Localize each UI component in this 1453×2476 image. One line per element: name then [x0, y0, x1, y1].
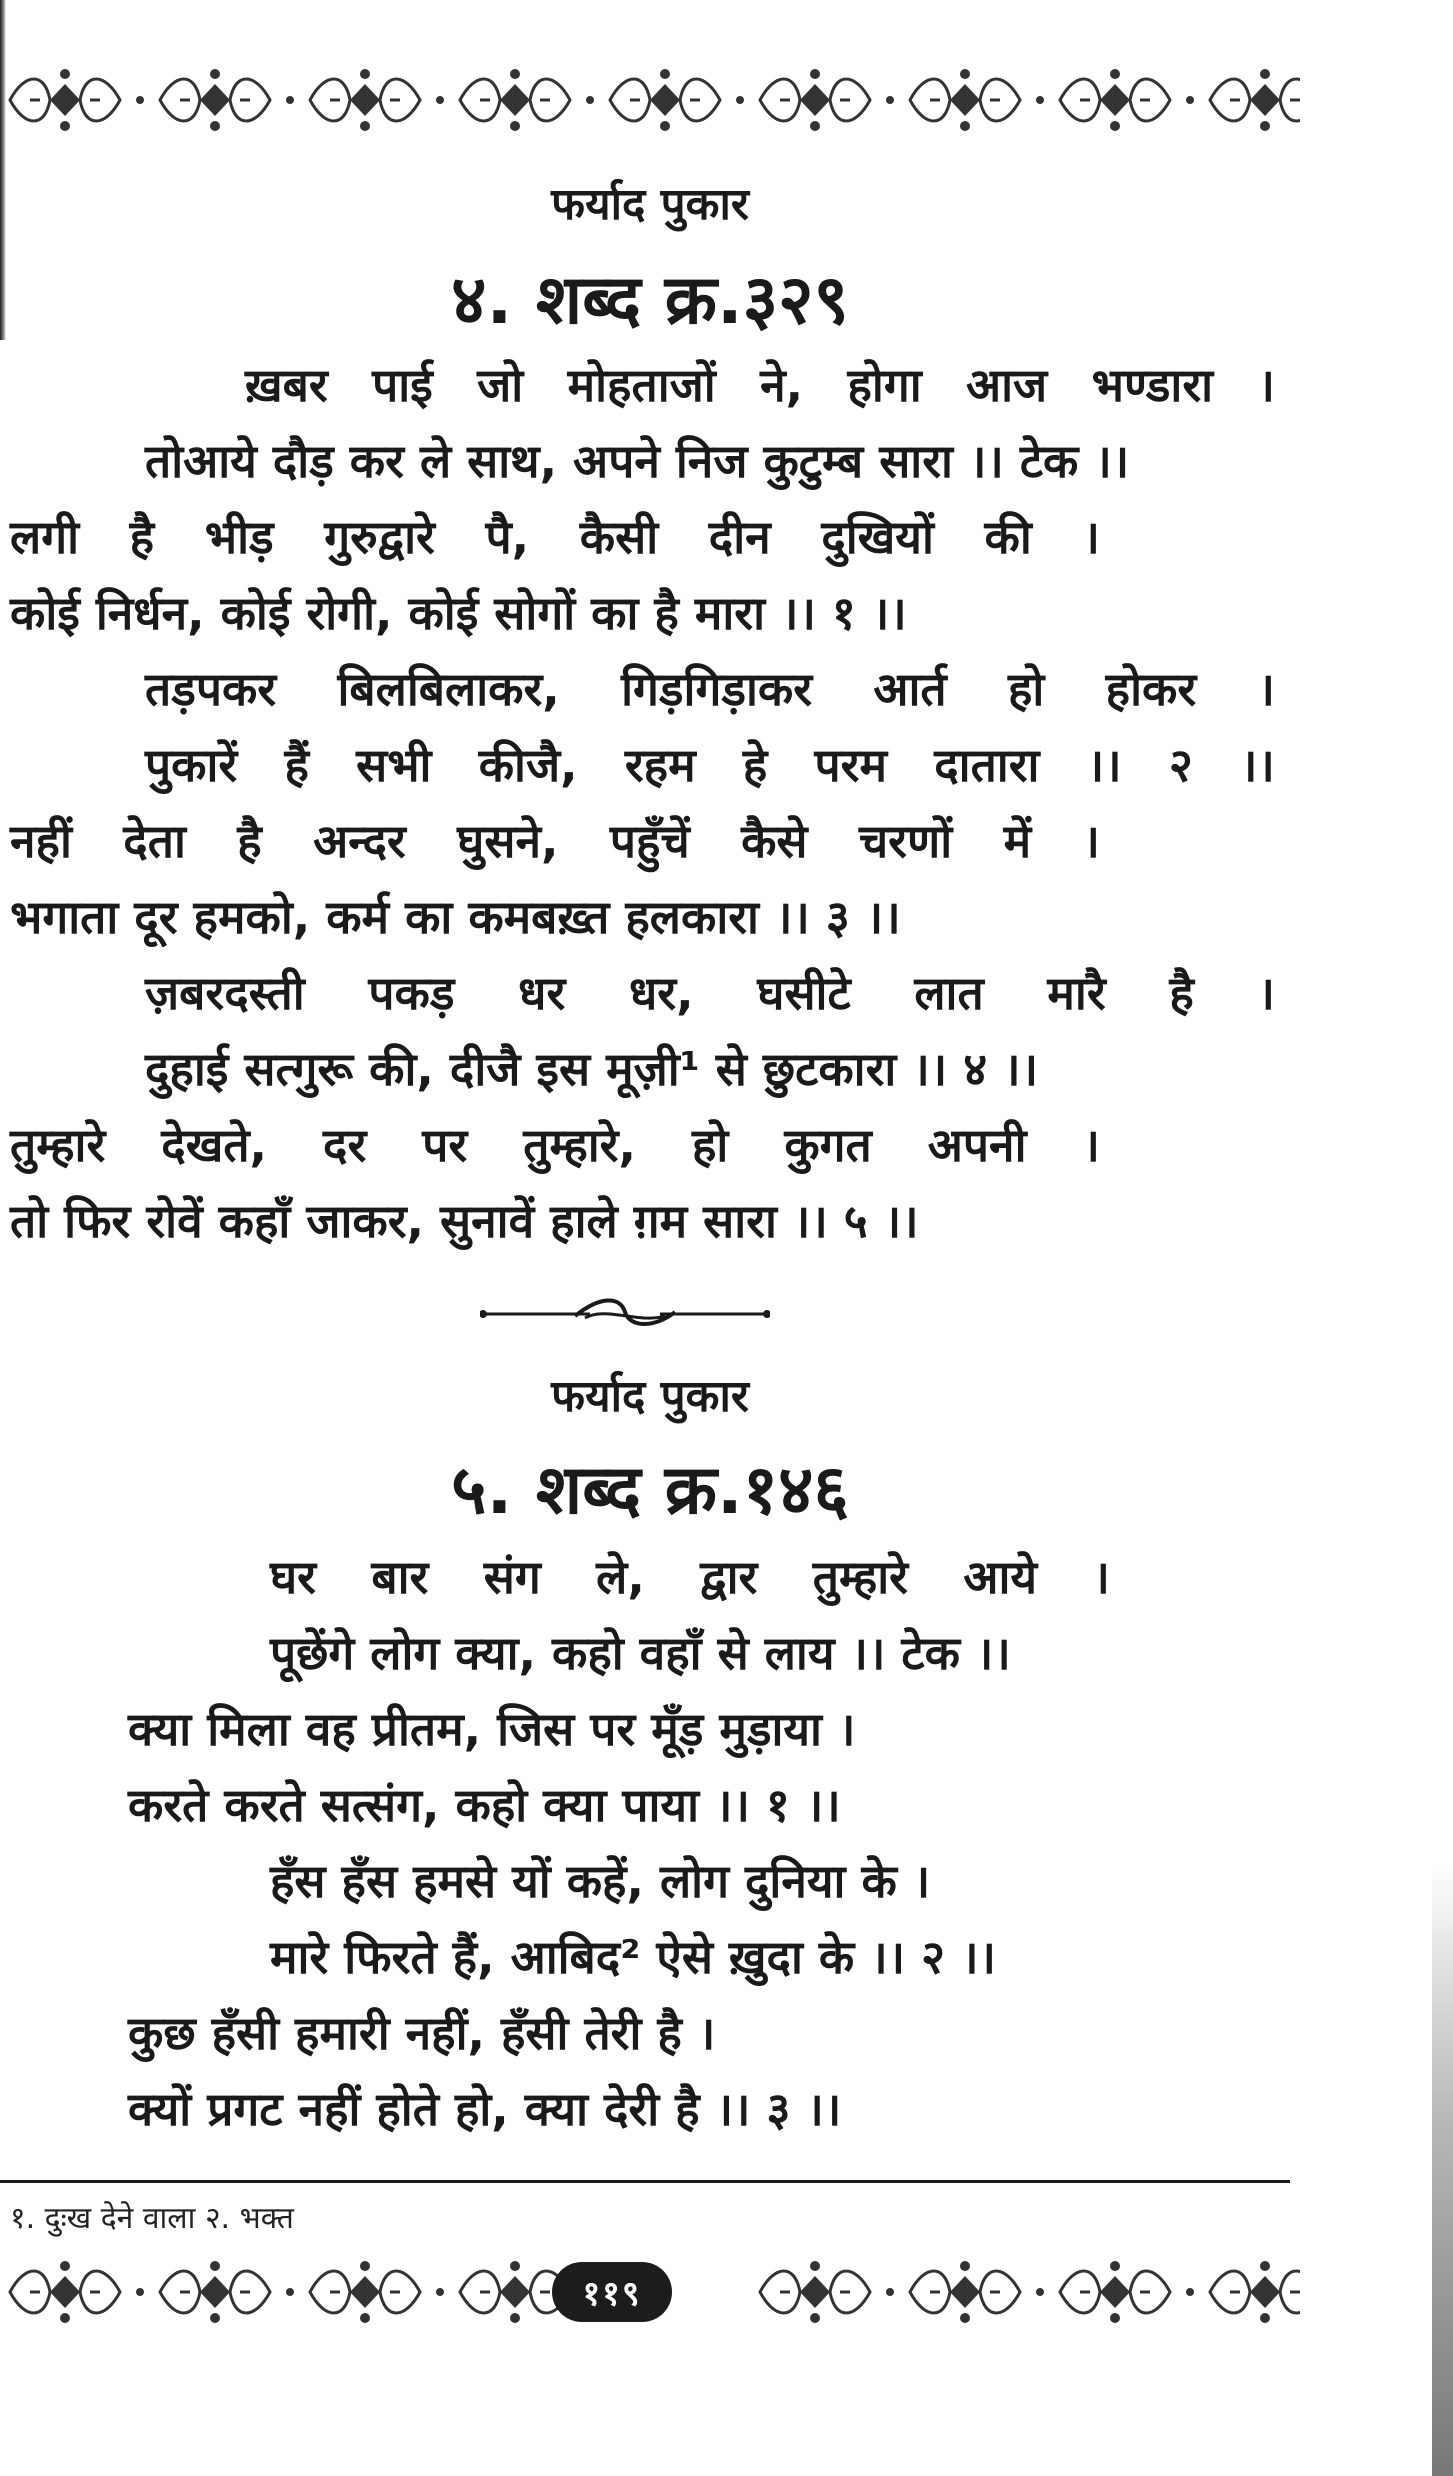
verse-word: कीजै, — [478, 738, 578, 792]
verse-word: करते करते सत्संग, कहो क्या पाया ।। १ ।। — [128, 1778, 841, 1832]
verse-line — [10, 504, 1100, 570]
verse-word: होगा — [847, 358, 922, 412]
verse-line — [10, 1188, 919, 1254]
verse-word: बिलबिलाकर, — [337, 662, 560, 716]
verse-line — [145, 1036, 1038, 1102]
verse-word: संग — [483, 1550, 541, 1604]
verse-word: ।। — [1239, 738, 1275, 792]
verse-word: हैं — [284, 738, 309, 792]
verse-line — [128, 2076, 841, 2142]
section-divider-ornament — [480, 1294, 770, 1334]
verse-word: तुम्हारे — [10, 1118, 106, 1172]
verse-word: आये — [963, 1550, 1038, 1604]
verse-word: मोहताजों — [567, 358, 716, 412]
verse-line — [245, 352, 1275, 418]
verse-line — [145, 428, 1129, 494]
verse-word: कोई निर्धन, कोई रोगी, कोई सोगों का है मारा ।। १ ।। — [10, 586, 907, 640]
verse-word: है — [1169, 966, 1194, 1020]
verse-word: हो — [1007, 662, 1045, 716]
verse-word: क्या मिला वह प्रीतम, जिस पर मूँड़ मुड़ाया । — [128, 1702, 856, 1756]
verse-word: कुछ हँसी हमारी नहीं, हँसी तेरी है । — [128, 2006, 716, 2060]
verse-line — [270, 1544, 1110, 1610]
verse-word: चरणों — [858, 814, 953, 868]
verse-word: कैसे — [741, 814, 808, 868]
verse-line — [145, 732, 1275, 798]
verse-line — [270, 1924, 996, 1990]
verse-line — [128, 1696, 855, 1762]
scan-edge-shadow — [1432, 1860, 1453, 2476]
verse-line — [10, 1112, 1100, 1178]
verse-line — [270, 1848, 930, 1914]
verse-word: भगाता दूर हमको, कर्म का कमबख़्त हलकारा ।। ३ ।। — [10, 890, 901, 944]
verse-word: गुरुद्वारे — [324, 510, 435, 564]
verse-word: पै, — [485, 510, 530, 564]
verse-word: तोआये दौड़ कर ले साथ, अपने निज कुटुम्ब सारा ।। टेक ।। — [145, 434, 1130, 488]
verse-word: ।। — [1086, 738, 1122, 792]
verse-word: । — [1082, 510, 1100, 564]
verse-word: तुम्हारे, — [523, 1118, 636, 1172]
verse-word: सभी — [356, 738, 432, 792]
verse-word: मारै — [1047, 966, 1106, 1020]
verse-word: घुसने, — [457, 814, 559, 868]
verse-line — [10, 580, 907, 646]
verse-word: मारे फिरते हैं, आबिद² ऐसे ख़ुदा के ।। २ ।। — [270, 1930, 996, 1984]
verse-word: । — [1092, 1550, 1110, 1604]
verse-word: जो — [477, 358, 524, 412]
verse-word: हो — [691, 1118, 729, 1172]
verse-word: भण्डारा — [1091, 358, 1214, 412]
verse-word: रहम — [624, 738, 696, 792]
verse-line — [128, 2000, 715, 2066]
section2-title: ५. शब्द क्र.१४६ — [451, 1451, 849, 1530]
verse-word: दुखियों — [821, 510, 934, 564]
verse-word: क्यों प्रगट नहीं होते हो, क्या देरी है ।। ३ ।। — [128, 2082, 842, 2136]
verse-word: देता — [123, 814, 186, 868]
verse-word: धर — [518, 966, 566, 1020]
verse-word: पूछेंगे लोग क्या, कहो वहाँ से लाय ।। टेक ।। — [270, 1626, 1011, 1680]
verse-word: की — [984, 510, 1032, 564]
verse-line — [145, 656, 1275, 722]
verse-word: । — [1257, 662, 1275, 716]
verse-word: में — [1003, 814, 1032, 868]
verse-word: । — [1082, 814, 1100, 868]
verse-word: पर — [422, 1118, 468, 1172]
verse-word: २ — [1168, 738, 1193, 792]
verse-word: हे — [742, 738, 768, 792]
verse-word: आज — [966, 358, 1048, 412]
verse-word: है — [129, 510, 155, 564]
verse-word: नहीं — [10, 814, 72, 868]
verse-word: । — [1257, 966, 1275, 1020]
verse-word: तो फिर रोवें कहाँ जाकर, सुनावें हाले ग़म सारा ।। ५ ।। — [10, 1194, 919, 1248]
verse-word: बार — [371, 1550, 429, 1604]
verse-word: घसीटे — [757, 966, 851, 1020]
verse-word: है — [237, 814, 262, 868]
top-ornament-border — [0, 62, 1300, 138]
verse-word: कैसी — [579, 510, 659, 564]
verse-word: देखते, — [161, 1118, 268, 1172]
verse-word: ज़बरदस्ती — [145, 966, 305, 1020]
page-number: ११९ — [552, 2262, 672, 2322]
verse-word: घर — [270, 1550, 316, 1604]
verse-word: हँस हँस हमसे यों कहें, लोग दुनिया के । — [270, 1854, 931, 1908]
verse-word: लात — [914, 966, 984, 1020]
verse-word: आर्त — [873, 662, 947, 716]
verse-word: दुहाई सत्गुरू की, दीजै इस मूज़ी¹ से छुटकारा ।। ४ ।। — [145, 1042, 1039, 1096]
verse-word: भीड़ — [204, 510, 274, 564]
verse-word: पकड़ — [368, 966, 455, 1020]
section2-subtitle: फर्याद पुकार — [551, 1371, 749, 1422]
floral-border-icon — [0, 62, 1300, 138]
verse-word: पहुँचें — [609, 814, 690, 868]
verse-word: दीन — [708, 510, 771, 564]
verse-word: अपनी — [927, 1118, 1027, 1172]
verse-word: दातारा — [934, 738, 1040, 792]
verse-word: । — [1257, 358, 1275, 412]
verse-word: होकर — [1105, 662, 1197, 716]
verse-word: परम — [814, 738, 887, 792]
verse-word: ने, — [760, 358, 804, 412]
verse-line — [10, 808, 1100, 874]
verse-word: गिड़गिड़ाकर — [621, 662, 813, 716]
verse-word: तुम्हारे — [812, 1550, 909, 1604]
section1-subtitle: फर्याद पुकार — [551, 179, 749, 230]
verse-word: तड़पकर — [145, 662, 277, 716]
verse-word: पुकारें — [145, 738, 238, 792]
verse-word: द्वार — [700, 1550, 758, 1604]
verse-line — [145, 960, 1275, 1026]
verse-word: अन्दर — [313, 814, 406, 868]
verse-word: लगी — [10, 510, 79, 564]
verse-word: धर, — [628, 966, 694, 1020]
section1-title: ४. शब्द क्र.३२९ — [451, 261, 849, 340]
verse-word: ख़बर — [245, 358, 328, 412]
verse-line — [270, 1620, 1011, 1686]
verse-word: कुगत — [784, 1118, 872, 1172]
footnote-text: १. दुःख देने वाला २. भक्त — [10, 2201, 294, 2236]
verse-line — [128, 1772, 841, 1838]
verse-line — [10, 884, 901, 950]
verse-word: पाई — [372, 358, 433, 412]
verse-word: दर — [323, 1118, 367, 1172]
verse-word: ले, — [596, 1550, 645, 1604]
footnote-separator — [0, 2180, 1290, 2183]
verse-word: । — [1082, 1118, 1100, 1172]
